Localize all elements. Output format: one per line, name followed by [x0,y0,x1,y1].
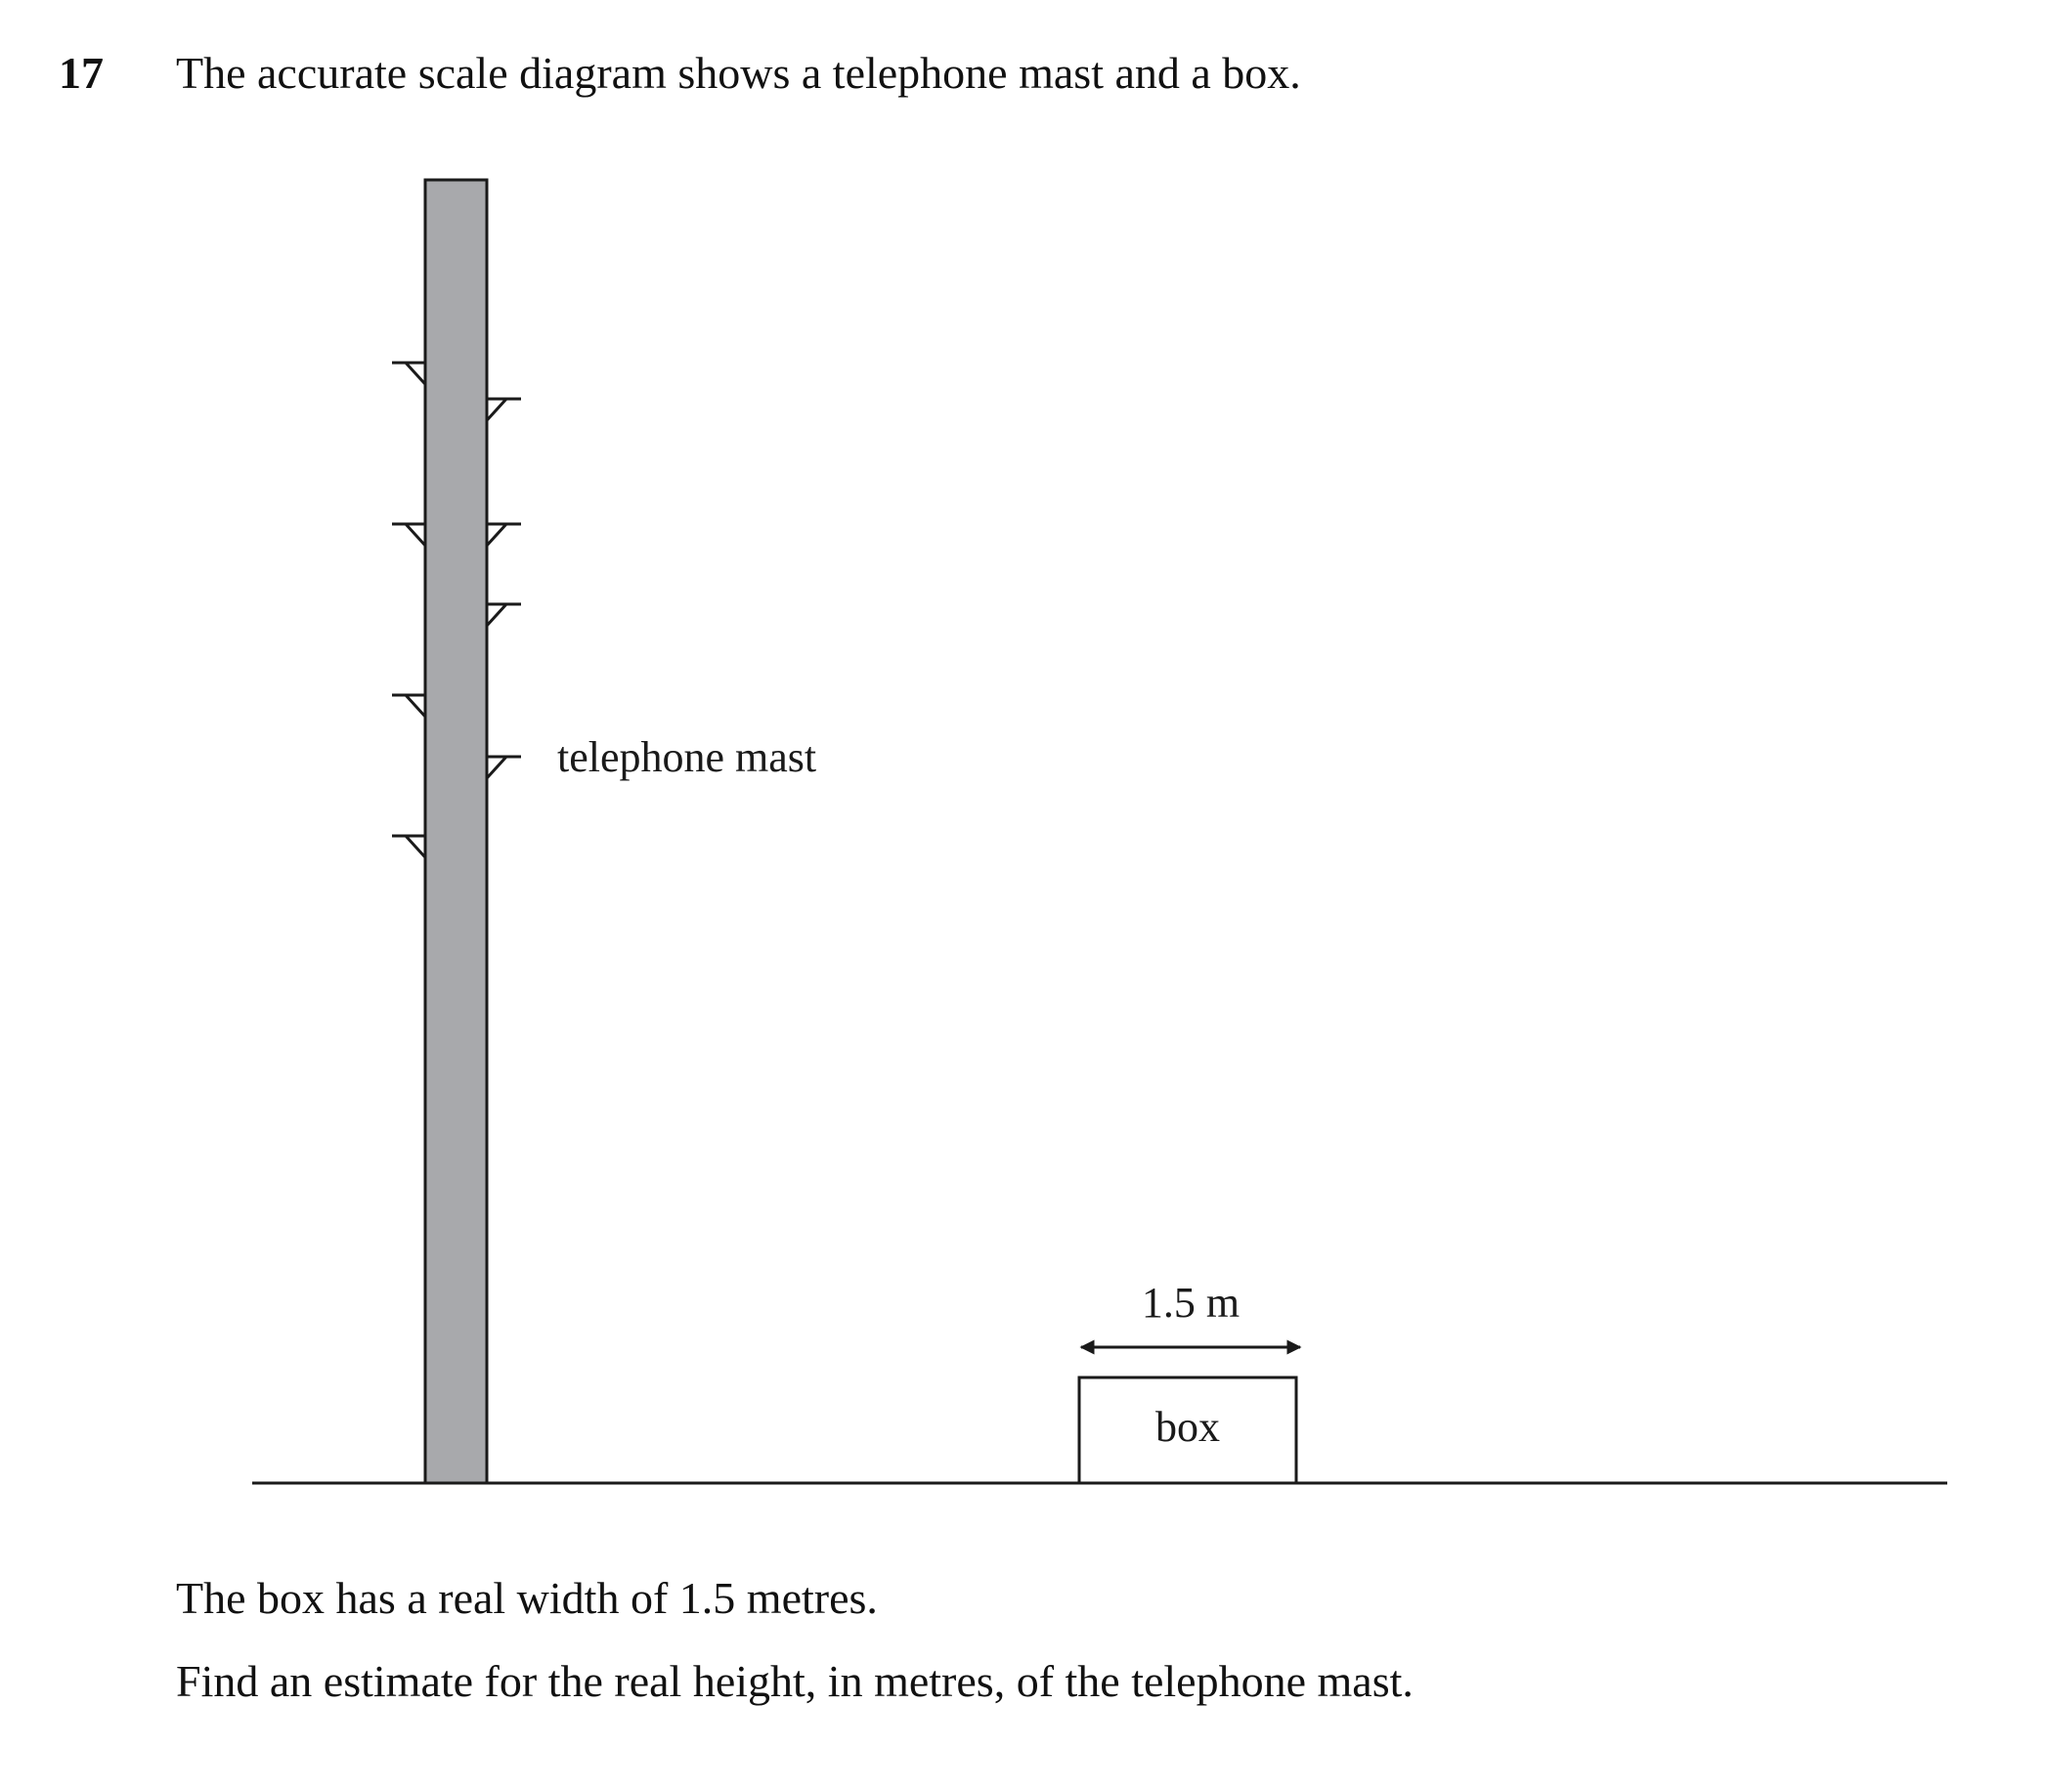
bracket-left [392,836,425,857]
bracket-left [392,695,425,717]
box-label: box [1155,1403,1220,1451]
bracket-right [487,399,521,420]
telephone-mast-label: telephone mast [557,733,817,781]
task-instruction: Find an estimate for the real height, in metres, of the telephone mast. [176,1656,1414,1706]
mast-brackets-right [487,399,521,778]
bracket-right [487,524,521,546]
bracket-left [392,363,425,384]
given-info: The box has a real width of 1.5 metres. [176,1573,878,1623]
mast-brackets-left [392,363,425,857]
telephone-mast [425,180,487,1483]
box-width-label: 1.5 m [1141,1279,1241,1327]
question-number: 17 [59,48,104,98]
bracket-right [487,604,521,626]
question-prompt: The accurate scale diagram shows a telephone mast and a box. [176,48,1301,98]
bracket-left [392,524,425,546]
bracket-right [487,757,521,778]
